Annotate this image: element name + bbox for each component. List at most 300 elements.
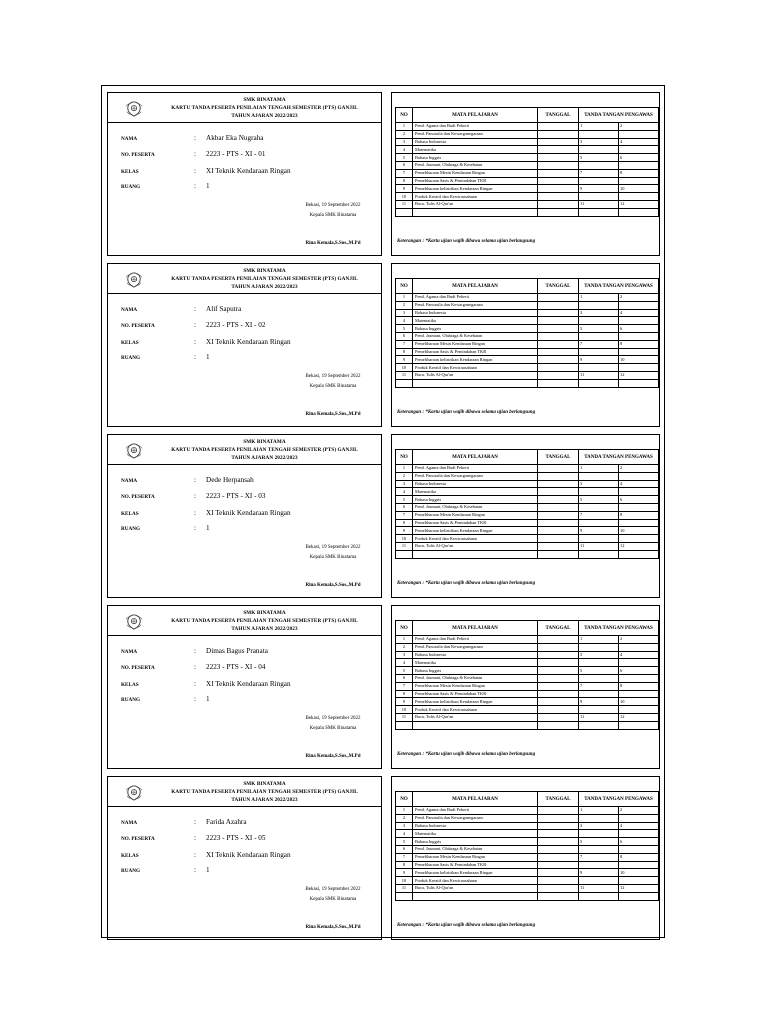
date-header: TANGGAL	[538, 792, 579, 807]
subjects-panel	[391, 92, 660, 256]
subject-date	[538, 667, 579, 675]
subject-no: 9	[396, 698, 413, 706]
signature-cell	[579, 659, 619, 667]
subject-name: Pemeliharaan Sasis & Pemindahan TKR	[413, 690, 538, 698]
subjects-table	[395, 449, 659, 559]
subject-date	[538, 721, 579, 729]
subject-name: Matematika	[413, 146, 538, 154]
signature-cell	[579, 814, 619, 822]
subject-no: 3	[396, 138, 413, 146]
subject-header: MATA PELAJARAN	[413, 450, 538, 465]
subjects-table	[395, 278, 659, 388]
signature-cell: 6	[619, 325, 659, 333]
subject-date	[538, 356, 579, 364]
colon: :	[194, 866, 196, 874]
subject-no: 10	[396, 877, 413, 885]
table-row	[396, 379, 659, 387]
table-row	[396, 185, 659, 193]
subject-date	[538, 488, 579, 496]
subject-date	[538, 892, 579, 900]
signature-cell: 3	[579, 822, 619, 830]
subject-date	[538, 123, 579, 131]
signature-cell	[619, 503, 659, 511]
subject-no: 6	[396, 332, 413, 340]
subject-date	[538, 511, 579, 519]
table-row	[396, 480, 659, 488]
signature-cell: 7	[579, 169, 619, 177]
signature-cell: 4	[619, 309, 659, 317]
table-row	[396, 861, 659, 869]
table-row	[396, 659, 659, 667]
subject-date	[538, 830, 579, 838]
signature-cell	[619, 161, 659, 169]
subject-name: Bahasa Inggris	[413, 496, 538, 504]
signature-cell	[579, 488, 619, 496]
signature-cell	[579, 877, 619, 885]
number-label: NO. PESERTA	[121, 836, 155, 842]
signature-cell: 6	[619, 838, 659, 846]
subject-name	[413, 550, 538, 558]
subject-name: Pemeliharaan kelistrikan Kendaraan Ringan	[413, 698, 538, 706]
signature-cell	[619, 690, 659, 698]
date-header: TANGGAL	[538, 621, 579, 636]
student-name: Dede Herpansah	[206, 476, 254, 484]
signature-cell	[619, 364, 659, 372]
subject-date	[538, 814, 579, 822]
subject-date	[538, 294, 579, 302]
signature-cell	[619, 535, 659, 543]
subject-name: Matematika	[413, 830, 538, 838]
table-row	[396, 884, 659, 892]
school-name: SMK BINATAMA	[243, 97, 286, 103]
table-header-row	[396, 108, 659, 123]
signature-cell	[619, 643, 659, 651]
subject-name: Pemeliharaan Sasis & Pemindahan TKR	[413, 861, 538, 869]
card-header	[108, 93, 381, 123]
subject-name: Matematika	[413, 317, 538, 325]
participant-panel	[107, 263, 382, 427]
student-room: 1	[206, 866, 210, 874]
subject-no: 4	[396, 317, 413, 325]
signature-cell	[579, 332, 619, 340]
signature-cell	[619, 659, 659, 667]
table-row	[396, 294, 659, 302]
subject-no: 9	[396, 356, 413, 364]
table-row	[396, 364, 659, 372]
room-label: RUANG	[121, 526, 141, 532]
sign-role: Kepala SMK Binatama	[309, 213, 357, 218]
subject-no	[396, 721, 413, 729]
table-row	[396, 317, 659, 325]
card-note: Keterangan : *Kartu ujian wajib dibawa selama ujian berlangsung	[397, 752, 536, 757]
signature-cell: 8	[619, 853, 659, 861]
table-row	[396, 643, 659, 651]
subject-date	[538, 364, 579, 372]
subjects-table	[395, 620, 659, 730]
table-row	[396, 371, 659, 379]
student-name: Farida Azahra	[206, 818, 247, 826]
subject-name: Bahasa Inggris	[413, 667, 538, 675]
table-row	[396, 877, 659, 885]
subject-date	[538, 838, 579, 846]
signature-cell: 2	[619, 465, 659, 473]
student-number: 2223 - PTS - XI - 03	[206, 492, 266, 500]
signature-cell: 10	[619, 356, 659, 364]
subject-header: MATA PELAJARAN	[413, 792, 538, 807]
participant-panel	[107, 434, 382, 598]
signature-cell: 12	[619, 200, 659, 208]
school-name: SMK BINATAMA	[243, 268, 286, 274]
card-title: KARTU TANDA PESERTA PENILAIAN TENGAH SEMESTER (PTS) GANJIL	[171, 447, 358, 453]
signature-cell: 1	[579, 636, 619, 644]
subject-no: 8	[396, 177, 413, 185]
signature-cell	[579, 535, 619, 543]
colon: :	[194, 353, 196, 361]
subject-name: Pend. Jasmani, Olahraga & Kesehatan	[413, 503, 538, 511]
subject-name: Matematika	[413, 659, 538, 667]
school-name: SMK BINATAMA	[243, 439, 286, 445]
subject-date	[538, 643, 579, 651]
signature-cell	[619, 814, 659, 822]
sign-place-date: Bekasi, 19 September 2022	[305, 545, 361, 550]
card-note: Keterangan : *Kartu ujian wajib dibawa selama ujian berlangsung	[397, 410, 536, 415]
room-label: RUANG	[121, 184, 141, 190]
subject-name: Pemeliharaan Mesin Kendaraan Ringan	[413, 511, 538, 519]
subject-date	[538, 845, 579, 853]
signature-cell: 11	[579, 713, 619, 721]
signature-cell: 8	[619, 682, 659, 690]
subject-no: 9	[396, 527, 413, 535]
signature-cell: 1	[579, 294, 619, 302]
subject-date	[538, 503, 579, 511]
subject-no: 9	[396, 185, 413, 193]
subject-date	[538, 535, 579, 543]
signature-cell: 7	[579, 511, 619, 519]
subject-no: 3	[396, 309, 413, 317]
table-row	[396, 154, 659, 162]
signature-cell	[579, 706, 619, 714]
subject-name: Baca, Tulis Al-Qur'an	[413, 713, 538, 721]
table-row	[396, 830, 659, 838]
subject-name: Baca, Tulis Al-Qur'an	[413, 371, 538, 379]
signature-cell: 4	[619, 138, 659, 146]
signature-cell	[579, 177, 619, 185]
table-row	[396, 301, 659, 309]
sign-place-date: Bekasi, 19 September 2022	[305, 374, 361, 379]
subject-name: Bahasa Indonesia	[413, 138, 538, 146]
subject-name: Pend. Jasmani, Olahraga & Kesehatan	[413, 845, 538, 853]
table-row	[396, 550, 659, 558]
number-label: NO. PESERTA	[121, 323, 155, 329]
subject-no: 2	[396, 643, 413, 651]
school-year: TAHUN AJARAN 2022/2023	[231, 455, 298, 461]
subject-name: Pemeliharaan Mesin Kendaraan Ringan	[413, 169, 538, 177]
sign-place-date: Bekasi, 19 September 2022	[305, 716, 361, 721]
subject-no: 2	[396, 472, 413, 480]
subject-date	[538, 325, 579, 333]
card-header	[108, 435, 381, 465]
signature-cell: 3	[579, 138, 619, 146]
signature-cell	[619, 488, 659, 496]
table-row	[396, 636, 659, 644]
subject-date	[538, 465, 579, 473]
name-label: NAMA	[121, 820, 138, 826]
subject-date	[538, 822, 579, 830]
subject-no: 1	[396, 294, 413, 302]
signature-cell	[619, 379, 659, 387]
subject-no: 6	[396, 845, 413, 853]
school-name: SMK BINATAMA	[243, 781, 286, 787]
table-row	[396, 892, 659, 900]
room-label: RUANG	[121, 697, 141, 703]
subject-date	[538, 161, 579, 169]
subject-date	[538, 496, 579, 504]
subject-date	[538, 698, 579, 706]
subject-no: 10	[396, 193, 413, 201]
signature-cell: 10	[619, 698, 659, 706]
colon: :	[194, 663, 196, 671]
signature-cell	[579, 674, 619, 682]
table-row	[396, 527, 659, 535]
signature-cell	[579, 301, 619, 309]
student-number: 2223 - PTS - XI - 01	[206, 150, 266, 158]
signature-cell	[619, 877, 659, 885]
subject-date	[538, 146, 579, 154]
subject-name: Bahasa Inggris	[413, 325, 538, 333]
signature-cell: 12	[619, 371, 659, 379]
number-label: NO. PESERTA	[121, 665, 155, 671]
signature-cell: 5	[579, 838, 619, 846]
table-row	[396, 488, 659, 496]
table-row	[396, 721, 659, 729]
school-logo-icon	[125, 443, 143, 459]
subject-name: Bahasa Indonesia	[413, 480, 538, 488]
table-row	[396, 356, 659, 364]
card-header	[108, 264, 381, 294]
exam-card	[107, 434, 660, 598]
card-title: KARTU TANDA PESERTA PENILAIAN TENGAH SEMESTER (PTS) GANJIL	[171, 618, 358, 624]
signature-cell: 11	[579, 200, 619, 208]
signature-cell	[619, 861, 659, 869]
subject-name: Pemeliharaan Mesin Kendaraan Ringan	[413, 340, 538, 348]
subject-name: Pend. Jasmani, Olahraga & Kesehatan	[413, 674, 538, 682]
subject-name: Pend. Pancasila dan Kewarganegaraan	[413, 301, 538, 309]
subject-name: Pend. Pancasila dan Kewarganegaraan	[413, 130, 538, 138]
subjects-panel	[391, 776, 660, 940]
student-class: XI Teknik Kendaraan Ringan	[206, 509, 291, 517]
signature-cell: 9	[579, 185, 619, 193]
sign-role: Kepala SMK Binatama	[309, 555, 357, 560]
subject-date	[538, 542, 579, 550]
table-row	[396, 713, 659, 721]
name-label: NAMA	[121, 649, 138, 655]
subject-no: 10	[396, 706, 413, 714]
signature-cell: 6	[619, 667, 659, 675]
subject-no: 11	[396, 200, 413, 208]
table-row	[396, 348, 659, 356]
signature-cell	[619, 519, 659, 527]
signature-cell	[619, 892, 659, 900]
subject-date	[538, 869, 579, 877]
card-note: Keterangan : *Kartu ujian wajib dibawa selama ujian berlangsung	[397, 239, 536, 244]
signature-cell: 7	[579, 340, 619, 348]
subject-name: Pend. Agama dan Budi Pekerti	[413, 636, 538, 644]
school-logo-icon	[125, 785, 143, 801]
subject-no	[396, 379, 413, 387]
colon: :	[194, 305, 196, 313]
subject-date	[538, 690, 579, 698]
subject-name: Pemeliharaan Sasis & Pemindahan TKR	[413, 348, 538, 356]
table-row	[396, 340, 659, 348]
subject-date	[538, 884, 579, 892]
colon: :	[194, 834, 196, 842]
subject-date	[538, 636, 579, 644]
subject-name: Pemeliharaan kelistrikan Kendaraan Ringan	[413, 356, 538, 364]
subject-name: Produk Kreatif dan Kewirausahaan	[413, 535, 538, 543]
subject-name: Bahasa Indonesia	[413, 651, 538, 659]
subject-no: 7	[396, 169, 413, 177]
subject-no: 3	[396, 822, 413, 830]
colon: :	[194, 134, 196, 142]
signer-name: Rina Kemala,S.Sos.,M.Pd	[305, 241, 361, 246]
subject-date	[538, 379, 579, 387]
subject-name: Pend. Jasmani, Olahraga & Kesehatan	[413, 161, 538, 169]
table-row	[396, 123, 659, 131]
subject-name: Matematika	[413, 488, 538, 496]
no-header: NO	[396, 792, 413, 807]
signature-cell	[579, 830, 619, 838]
school-name: SMK BINATAMA	[243, 610, 286, 616]
table-row	[396, 146, 659, 154]
table-row	[396, 200, 659, 208]
subject-date	[538, 193, 579, 201]
name-label: NAMA	[121, 136, 138, 142]
table-row	[396, 674, 659, 682]
subject-date	[538, 332, 579, 340]
colon: :	[194, 695, 196, 703]
signature-cell: 5	[579, 154, 619, 162]
room-label: RUANG	[121, 868, 141, 874]
subject-name: Pemeliharaan kelistrikan Kendaraan Ringan	[413, 869, 538, 877]
table-row	[396, 706, 659, 714]
subject-date	[538, 138, 579, 146]
table-row	[396, 325, 659, 333]
student-name: Alif Saputra	[206, 305, 242, 313]
subject-no: 8	[396, 519, 413, 527]
table-row	[396, 496, 659, 504]
subject-no: 7	[396, 853, 413, 861]
subject-date	[538, 169, 579, 177]
signature-cell: 2	[619, 636, 659, 644]
class-label: KELAS	[121, 682, 139, 688]
subject-no: 10	[396, 535, 413, 543]
signature-cell	[619, 301, 659, 309]
table-row	[396, 698, 659, 706]
signature-cell	[579, 690, 619, 698]
subject-no: 7	[396, 682, 413, 690]
subject-date	[538, 713, 579, 721]
colon: :	[194, 509, 196, 517]
signature-cell	[619, 317, 659, 325]
subject-no: 8	[396, 690, 413, 698]
student-number: 2223 - PTS - XI - 04	[206, 663, 266, 671]
card-title: KARTU TANDA PESERTA PENILAIAN TENGAH SEMESTER (PTS) GANJIL	[171, 105, 358, 111]
subject-date	[538, 480, 579, 488]
date-header: TANGGAL	[538, 108, 579, 123]
subject-name	[413, 208, 538, 216]
school-year: TAHUN AJARAN 2022/2023	[231, 626, 298, 632]
signature-cell	[579, 472, 619, 480]
subject-no: 1	[396, 807, 413, 815]
subject-no	[396, 208, 413, 216]
name-label: NAMA	[121, 307, 138, 313]
signature-cell: 10	[619, 185, 659, 193]
subject-date	[538, 519, 579, 527]
signer-name: Rina Kemala,S.Sos.,M.Pd	[305, 925, 361, 930]
exam-card	[107, 263, 660, 427]
subject-date	[538, 651, 579, 659]
subject-name: Pend. Pancasila dan Kewarganegaraan	[413, 643, 538, 651]
subject-date	[538, 807, 579, 815]
participant-panel	[107, 776, 382, 940]
subject-no: 2	[396, 301, 413, 309]
name-label: NAMA	[121, 478, 138, 484]
student-room: 1	[206, 695, 210, 703]
signature-cell: 6	[619, 496, 659, 504]
signature-cell	[579, 845, 619, 853]
table-row	[396, 667, 659, 675]
subject-no: 7	[396, 511, 413, 519]
no-header: NO	[396, 450, 413, 465]
sign-role: Kepala SMK Binatama	[309, 726, 357, 731]
table-row	[396, 807, 659, 815]
colon: :	[194, 150, 196, 158]
signature-cell	[619, 845, 659, 853]
subject-name: Pemeliharaan kelistrikan Kendaraan Ringan	[413, 185, 538, 193]
table-row	[396, 853, 659, 861]
subject-name: Pemeliharaan Sasis & Pemindahan TKR	[413, 177, 538, 185]
table-row	[396, 503, 659, 511]
signature-cell	[579, 643, 619, 651]
subject-date	[538, 682, 579, 690]
colon: :	[194, 321, 196, 329]
signature-cell	[619, 177, 659, 185]
subject-name: Pemeliharaan Mesin Kendaraan Ringan	[413, 682, 538, 690]
signature-cell: 4	[619, 480, 659, 488]
signature-cell: 5	[579, 496, 619, 504]
colon: :	[194, 167, 196, 175]
table-row	[396, 511, 659, 519]
table-row	[396, 465, 659, 473]
signer-name: Rina Kemala,S.Sos.,M.Pd	[305, 583, 361, 588]
subject-name: Pend. Pancasila dan Kewarganegaraan	[413, 472, 538, 480]
subject-name: Pemeliharaan Sasis & Pemindahan TKR	[413, 519, 538, 527]
sign-role: Kepala SMK Binatama	[309, 897, 357, 902]
room-label: RUANG	[121, 355, 141, 361]
subject-name	[413, 721, 538, 729]
subject-header: MATA PELAJARAN	[413, 279, 538, 294]
subject-date	[538, 200, 579, 208]
subject-name: Bahasa Indonesia	[413, 822, 538, 830]
signature-cell	[579, 721, 619, 729]
signature-cell	[619, 130, 659, 138]
signature-cell: 8	[619, 169, 659, 177]
signature-cell	[579, 193, 619, 201]
table-row	[396, 208, 659, 216]
subject-no: 5	[396, 325, 413, 333]
subject-no: 5	[396, 154, 413, 162]
signature-cell	[619, 208, 659, 216]
